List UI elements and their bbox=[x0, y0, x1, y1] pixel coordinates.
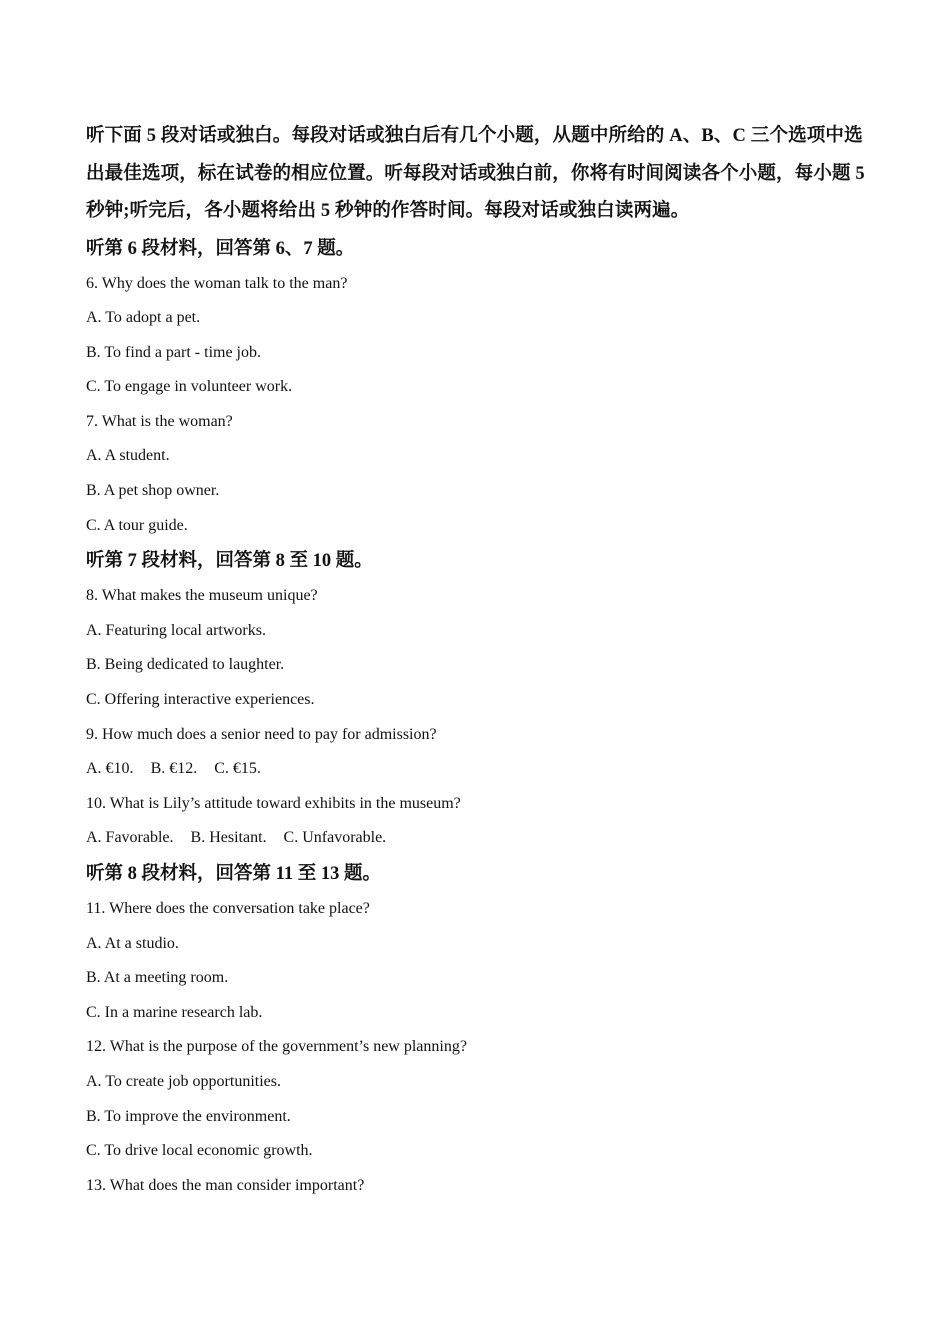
question-12-option-a[interactable]: A. To create job opportunities. bbox=[86, 1072, 281, 1090]
question-12-option-c[interactable]: C. To drive local economic growth. bbox=[86, 1142, 313, 1160]
question-11-stem: 11. Where does the conversation take place? bbox=[86, 900, 370, 917]
question-6-option-a[interactable]: A. To adopt a pet. bbox=[86, 309, 201, 327]
question-6-option-c[interactable]: C. To engage in volunteer work. bbox=[86, 378, 293, 396]
question-11-option-c[interactable]: C. In a marine research lab. bbox=[86, 1003, 263, 1021]
question-10-option-a[interactable]: A. Favorable. bbox=[86, 829, 174, 847]
section-heading-8: 听第 8 段材料，回答第 11 至 13 题。 bbox=[86, 864, 381, 884]
question-8-option-a[interactable]: A. Featuring local artworks. bbox=[86, 621, 266, 639]
question-8-option-c[interactable]: C. Offering interactive experiences. bbox=[86, 691, 315, 709]
question-12-option-b[interactable]: B. To improve the environment. bbox=[86, 1107, 291, 1125]
question-8-option-b[interactable]: B. Being dedicated to laughter. bbox=[86, 656, 285, 674]
exam-page bbox=[86, 118, 872, 1203]
question-7-option-b[interactable]: B. A pet shop owner. bbox=[86, 482, 220, 500]
question-9-stem: 9. How much does a senior need to pay for admission? bbox=[86, 725, 437, 743]
question-7-option-a[interactable]: A. A student. bbox=[86, 447, 170, 465]
question-6-option-b[interactable]: B. To find a part - time job. bbox=[86, 343, 261, 361]
question-9-option-a[interactable]: A. €10. bbox=[86, 760, 134, 778]
question-9-option-b[interactable]: B. €12. bbox=[150, 760, 198, 778]
question-10-option-c[interactable]: C. Unfavorable. bbox=[283, 829, 387, 847]
question-8-stem: 8. What makes the museum unique? bbox=[86, 587, 318, 605]
question-10-options bbox=[86, 821, 872, 856]
question-11-option-b[interactable]: B. At a meeting room. bbox=[86, 969, 229, 987]
question-7-option-c[interactable]: C. A tour guide. bbox=[86, 516, 188, 534]
question-11-option-a[interactable]: A. At a studio. bbox=[86, 934, 179, 952]
question-7-stem: 7. What is the woman? bbox=[86, 412, 233, 430]
question-6-stem: 6. Why does the woman talk to the man? bbox=[86, 274, 348, 292]
instructions: 听下面 5 段对话或独白。每段对话或独白后有几个小题，从题中所给的 A、B、C 三个选项中选出最佳选项，标在试卷的相应位置。听每段对话或独白前，你将有时间阅读各个小题，每小题 5 秒钟;听完后，各小题将给出 5 秒钟的作答时间。每段对话或独白读两遍。 bbox=[86, 126, 865, 221]
section-heading-7: 听第 7 段材料，回答第 8 至 10 题。 bbox=[86, 551, 373, 572]
question-9-options bbox=[86, 752, 872, 787]
question-10-stem: 10. What is Lily’s attitude toward exhibits in the museum? bbox=[86, 794, 461, 812]
question-12-stem: 12. What is the purpose of the government’s new planning? bbox=[86, 1038, 467, 1056]
section-heading-6: 听第 6 段材料，回答第 6、7 题。 bbox=[86, 238, 355, 259]
question-13-stem: 13. What does the man consider important? bbox=[86, 1176, 365, 1194]
question-10-option-b[interactable]: B. Hesitant. bbox=[190, 829, 267, 847]
question-9-option-c[interactable]: C. €15. bbox=[214, 760, 261, 778]
